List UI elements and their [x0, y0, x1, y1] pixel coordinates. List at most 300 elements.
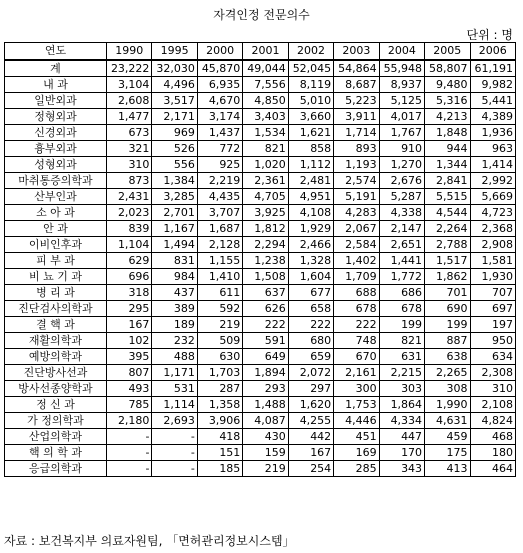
cell-value: 4,017 [379, 109, 424, 125]
cell-value: 658 [288, 301, 333, 317]
cell-value: 1,441 [379, 253, 424, 269]
cell-value: 2,265 [425, 365, 470, 381]
cell-value: 58,807 [425, 60, 470, 77]
cell-value: 1,990 [425, 397, 470, 413]
cell-value: 4,255 [288, 413, 333, 429]
column-header: 연도 [5, 43, 107, 61]
table-title: 자격인정 전문의수 [213, 8, 310, 22]
cell-value: 2,180 [107, 413, 152, 429]
cell-value: 2,466 [288, 237, 333, 253]
cell-value: 686 [379, 285, 424, 301]
cell-value: 944 [425, 141, 470, 157]
cell-value: 1,508 [243, 269, 288, 285]
cell-value: 295 [107, 301, 152, 317]
cell-value: 1,936 [470, 125, 516, 141]
cell-value: 6,935 [197, 77, 242, 93]
cell-value: 219 [243, 461, 288, 477]
cell-value: 2,215 [379, 365, 424, 381]
cell-value: 437 [152, 285, 197, 301]
cell-value: 151 [197, 445, 242, 461]
row-label: 비 뇨 기 과 [5, 269, 107, 285]
cell-value: 52,045 [288, 60, 333, 77]
cell-value: 2,108 [470, 397, 516, 413]
cell-value: 321 [107, 141, 152, 157]
cell-value: 3,285 [152, 189, 197, 205]
cell-value: 464 [470, 461, 516, 477]
row-label: 산부인과 [5, 189, 107, 205]
cell-value: 442 [288, 429, 333, 445]
column-header: 2006 [470, 43, 516, 61]
cell-value: 180 [470, 445, 516, 461]
row-label: 이비인후과 [5, 237, 107, 253]
table-row [5, 461, 516, 477]
cell-value: 8,687 [334, 77, 379, 93]
table-row [5, 445, 516, 461]
cell-value: 3,174 [197, 109, 242, 125]
cell-value: 254 [288, 461, 333, 477]
cell-value: 831 [152, 253, 197, 269]
cell-value: 1,848 [425, 125, 470, 141]
cell-value: 2,072 [288, 365, 333, 381]
cell-value: 785 [107, 397, 152, 413]
cell-value: 1,604 [288, 269, 333, 285]
cell-value: 2,608 [107, 93, 152, 109]
cell-value: 1,709 [334, 269, 379, 285]
cell-value: 418 [197, 429, 242, 445]
cell-value: 688 [334, 285, 379, 301]
cell-value: 293 [243, 381, 288, 397]
row-label: 안 과 [5, 221, 107, 237]
cell-value: 1,534 [243, 125, 288, 141]
cell-value: 638 [425, 349, 470, 365]
row-label: 진단방사선과 [5, 365, 107, 381]
table-row [5, 413, 516, 429]
cell-value: - [107, 461, 152, 477]
cell-value: 5,515 [425, 189, 470, 205]
cell-value: 5,223 [334, 93, 379, 109]
cell-value: 1,894 [243, 365, 288, 381]
row-label: 정 신 과 [5, 397, 107, 413]
cell-value: 5,010 [288, 93, 333, 109]
cell-value: 4,544 [425, 205, 470, 221]
cell-value: 159 [243, 445, 288, 461]
row-label: 예방의학과 [5, 349, 107, 365]
cell-value: 629 [107, 253, 152, 269]
cell-value: 5,125 [379, 93, 424, 109]
cell-value: 2,308 [470, 365, 516, 381]
cell-value: 2,264 [425, 221, 470, 237]
row-label: 마취통증의학과 [5, 173, 107, 189]
cell-value: 2,701 [152, 205, 197, 221]
cell-value: 1,414 [470, 157, 516, 173]
cell-value: 873 [107, 173, 152, 189]
cell-value: 222 [243, 317, 288, 333]
column-header: 2000 [197, 43, 242, 61]
cell-value: 7,556 [243, 77, 288, 93]
cell-value: 984 [152, 269, 197, 285]
cell-value: 925 [197, 157, 242, 173]
row-label: 결 핵 과 [5, 317, 107, 333]
cell-value: 887 [425, 333, 470, 349]
cell-value: 963 [470, 141, 516, 157]
cell-value: 4,824 [470, 413, 516, 429]
cell-value: 3,517 [152, 93, 197, 109]
table-row [5, 269, 516, 285]
cell-value: 2,361 [243, 173, 288, 189]
cell-value: 430 [243, 429, 288, 445]
table-row [5, 253, 516, 269]
cell-value: 2,431 [107, 189, 152, 205]
cell-value: 678 [379, 301, 424, 317]
cell-value: 4,631 [425, 413, 470, 429]
cell-value: 1,621 [288, 125, 333, 141]
table-row [5, 157, 516, 173]
cell-value: 32,030 [152, 60, 197, 77]
cell-value: 308 [425, 381, 470, 397]
cell-value: 1,517 [425, 253, 470, 269]
cell-value: 2,693 [152, 413, 197, 429]
cell-value: 310 [107, 157, 152, 173]
column-header: 2002 [288, 43, 333, 61]
cell-value: 175 [425, 445, 470, 461]
cell-value: 8,119 [288, 77, 333, 93]
column-header: 2004 [379, 43, 424, 61]
cell-value: 4,283 [334, 205, 379, 221]
cell-value: - [152, 445, 197, 461]
cell-value: 630 [197, 349, 242, 365]
cell-value: 2,481 [288, 173, 333, 189]
cell-value: 670 [334, 349, 379, 365]
cell-value: 1,410 [197, 269, 242, 285]
column-header: 1995 [152, 43, 197, 61]
cell-value: 807 [107, 365, 152, 381]
cell-value: 199 [425, 317, 470, 333]
cell-value: 2,841 [425, 173, 470, 189]
cell-value: 1,703 [197, 365, 242, 381]
row-label: 진단검사의학과 [5, 301, 107, 317]
row-label: 소 아 과 [5, 205, 107, 221]
cell-value: 1,687 [197, 221, 242, 237]
cell-value: 222 [334, 317, 379, 333]
cell-value: 858 [288, 141, 333, 157]
row-label: 핵 의 학 과 [5, 445, 107, 461]
cell-value: 170 [379, 445, 424, 461]
cell-value: 1,344 [425, 157, 470, 173]
cell-value: 1,488 [243, 397, 288, 413]
table-row [5, 125, 516, 141]
cell-value: 4,723 [470, 205, 516, 221]
cell-value: 49,044 [243, 60, 288, 77]
cell-value: 5,316 [425, 93, 470, 109]
cell-value: 1,020 [243, 157, 288, 173]
cell-value: 219 [197, 317, 242, 333]
cell-value: 910 [379, 141, 424, 157]
cell-value: 1,193 [334, 157, 379, 173]
table-row [5, 333, 516, 349]
cell-value: 5,441 [470, 93, 516, 109]
cell-value: 61,191 [470, 60, 516, 77]
cell-value: 2,584 [334, 237, 379, 253]
cell-value: 3,104 [107, 77, 152, 93]
cell-value: 1,270 [379, 157, 424, 173]
cell-value: 1,812 [243, 221, 288, 237]
table-row [5, 173, 516, 189]
cell-value: 297 [288, 381, 333, 397]
cell-value: 102 [107, 333, 152, 349]
cell-value: 318 [107, 285, 152, 301]
table-row [5, 109, 516, 125]
cell-value: 459 [425, 429, 470, 445]
cell-value: 389 [152, 301, 197, 317]
cell-value: 1,929 [288, 221, 333, 237]
table-row [5, 189, 516, 205]
table-row [5, 381, 516, 397]
unit-label: 단위 : 명 [466, 28, 513, 42]
cell-value: 1,864 [379, 397, 424, 413]
cell-value: 167 [107, 317, 152, 333]
cell-value: 1,772 [379, 269, 424, 285]
row-label: 일반외과 [5, 93, 107, 109]
cell-value: 1,171 [152, 365, 197, 381]
cell-value: 4,496 [152, 77, 197, 93]
cell-value: 821 [379, 333, 424, 349]
cell-value: 3,925 [243, 205, 288, 221]
cell-value: 5,669 [470, 189, 516, 205]
table-body [5, 60, 516, 477]
cell-value: 2,908 [470, 237, 516, 253]
cell-value: 9,982 [470, 77, 516, 93]
table-row [5, 285, 516, 301]
cell-value: - [107, 445, 152, 461]
cell-value: 969 [152, 125, 197, 141]
cell-value: 1,862 [425, 269, 470, 285]
cell-value: 5,287 [379, 189, 424, 205]
row-label: 방사선종양학과 [5, 381, 107, 397]
cell-value: 591 [243, 333, 288, 349]
cell-value: 1,714 [334, 125, 379, 141]
cell-value: 4,951 [288, 189, 333, 205]
cell-value: 285 [334, 461, 379, 477]
cell-value: 4,213 [425, 109, 470, 125]
cell-value: 631 [379, 349, 424, 365]
cell-value: 839 [107, 221, 152, 237]
cell-value: 509 [197, 333, 242, 349]
cell-value: 592 [197, 301, 242, 317]
cell-value: 3,660 [288, 109, 333, 125]
table-row [5, 301, 516, 317]
cell-value: - [152, 461, 197, 477]
row-label: 내 과 [5, 77, 107, 93]
cell-value: 3,906 [197, 413, 242, 429]
cell-value: 1,112 [288, 157, 333, 173]
cell-value: 222 [288, 317, 333, 333]
source-note: 자료 : 보건복지부 의료자원팀, 「면허관리정보시스템」 [4, 534, 295, 548]
cell-value: 4,087 [243, 413, 288, 429]
cell-value: 4,389 [470, 109, 516, 125]
cell-value: 451 [334, 429, 379, 445]
cell-value: 55,948 [379, 60, 424, 77]
column-header: 2003 [334, 43, 379, 61]
cell-value: 1,930 [470, 269, 516, 285]
cell-value: 1,104 [107, 237, 152, 253]
cell-value: - [152, 429, 197, 445]
table-row [5, 77, 516, 93]
cell-value: 1,238 [243, 253, 288, 269]
cell-value: 343 [379, 461, 424, 477]
row-label: 가 정의학과 [5, 413, 107, 429]
cell-value: 8,937 [379, 77, 424, 93]
cell-value: 680 [288, 333, 333, 349]
row-label: 병 리 과 [5, 285, 107, 301]
cell-value: 5,191 [334, 189, 379, 205]
cell-value: 468 [470, 429, 516, 445]
cell-value: 3,403 [243, 109, 288, 125]
cell-value: 4,850 [243, 93, 288, 109]
cell-value: 2,368 [470, 221, 516, 237]
cell-value: 3,707 [197, 205, 242, 221]
cell-value: 2,128 [197, 237, 242, 253]
cell-value: 1,167 [152, 221, 197, 237]
cell-value: 1,114 [152, 397, 197, 413]
table-row [5, 317, 516, 333]
cell-value: 4,705 [243, 189, 288, 205]
row-label: 재활의학과 [5, 333, 107, 349]
cell-value: 232 [152, 333, 197, 349]
cell-value: 488 [152, 349, 197, 365]
row-label: 흉부외과 [5, 141, 107, 157]
column-header: 2001 [243, 43, 288, 61]
cell-value: 9,480 [425, 77, 470, 93]
row-label: 성형외과 [5, 157, 107, 173]
cell-value: 649 [243, 349, 288, 365]
cell-value: 1,620 [288, 397, 333, 413]
table-row [5, 237, 516, 253]
cell-value: 3,911 [334, 109, 379, 125]
cell-value: 821 [243, 141, 288, 157]
cell-value: 199 [379, 317, 424, 333]
cell-value: 185 [197, 461, 242, 477]
cell-value: 696 [107, 269, 152, 285]
table-row [5, 60, 516, 77]
cell-value: 197 [470, 317, 516, 333]
cell-value: 697 [470, 301, 516, 317]
cell-value: 303 [379, 381, 424, 397]
cell-value: 2,161 [334, 365, 379, 381]
row-label: 피 부 과 [5, 253, 107, 269]
cell-value: 1,767 [379, 125, 424, 141]
cell-value: 1,328 [288, 253, 333, 269]
cell-value: 2,023 [107, 205, 152, 221]
cell-value: 45,870 [197, 60, 242, 77]
cell-value: 2,147 [379, 221, 424, 237]
cell-value: 310 [470, 381, 516, 397]
table-row [5, 141, 516, 157]
cell-value: 893 [334, 141, 379, 157]
cell-value: 189 [152, 317, 197, 333]
cell-value: 169 [334, 445, 379, 461]
cell-value: 637 [243, 285, 288, 301]
cell-value: 23,222 [107, 60, 152, 77]
cell-value: 2,171 [152, 109, 197, 125]
cell-value: 2,992 [470, 173, 516, 189]
table-row [5, 365, 516, 381]
table-row [5, 429, 516, 445]
cell-value: 1,437 [197, 125, 242, 141]
cell-value: 526 [152, 141, 197, 157]
cell-value: 950 [470, 333, 516, 349]
cell-value: 1,402 [334, 253, 379, 269]
cell-value: 634 [470, 349, 516, 365]
cell-value: 4,446 [334, 413, 379, 429]
cell-value: 1,581 [470, 253, 516, 269]
cell-value: 2,294 [243, 237, 288, 253]
header-row [5, 43, 516, 61]
cell-value: 707 [470, 285, 516, 301]
cell-value: 2,067 [334, 221, 379, 237]
cell-value: 678 [334, 301, 379, 317]
cell-value: 531 [152, 381, 197, 397]
cell-value: 2,676 [379, 173, 424, 189]
cell-value: 493 [107, 381, 152, 397]
cell-value: 1,494 [152, 237, 197, 253]
table-row [5, 205, 516, 221]
cell-value: 300 [334, 381, 379, 397]
cell-value: 1,477 [107, 109, 152, 125]
cell-value: 611 [197, 285, 242, 301]
cell-value: - [107, 429, 152, 445]
table-row [5, 349, 516, 365]
cell-value: 4,338 [379, 205, 424, 221]
table-row [5, 397, 516, 413]
cell-value: 395 [107, 349, 152, 365]
row-label: 산업의학과 [5, 429, 107, 445]
row-label: 신경외과 [5, 125, 107, 141]
cell-value: 673 [107, 125, 152, 141]
cell-value: 677 [288, 285, 333, 301]
cell-value: 659 [288, 349, 333, 365]
cell-value: 701 [425, 285, 470, 301]
row-label: 응급의학과 [5, 461, 107, 477]
cell-value: 556 [152, 157, 197, 173]
cell-value: 690 [425, 301, 470, 317]
cell-value: 4,334 [379, 413, 424, 429]
cell-value: 1,155 [197, 253, 242, 269]
cell-value: 772 [197, 141, 242, 157]
row-label: 계 [5, 60, 107, 77]
cell-value: 4,670 [197, 93, 242, 109]
cell-value: 4,108 [288, 205, 333, 221]
cell-value: 748 [334, 333, 379, 349]
cell-value: 2,788 [425, 237, 470, 253]
cell-value: 4,435 [197, 189, 242, 205]
cell-value: 447 [379, 429, 424, 445]
cell-value: 54,864 [334, 60, 379, 77]
column-header: 2005 [425, 43, 470, 61]
table-row [5, 93, 516, 109]
cell-value: 2,651 [379, 237, 424, 253]
cell-value: 626 [243, 301, 288, 317]
cell-value: 2,219 [197, 173, 242, 189]
column-header: 1990 [107, 43, 152, 61]
cell-value: 2,574 [334, 173, 379, 189]
table-row [5, 221, 516, 237]
cell-value: 1,753 [334, 397, 379, 413]
cell-value: 287 [197, 381, 242, 397]
cell-value: 167 [288, 445, 333, 461]
cell-value: 1,358 [197, 397, 242, 413]
cell-value: 1,384 [152, 173, 197, 189]
cell-value: 413 [425, 461, 470, 477]
